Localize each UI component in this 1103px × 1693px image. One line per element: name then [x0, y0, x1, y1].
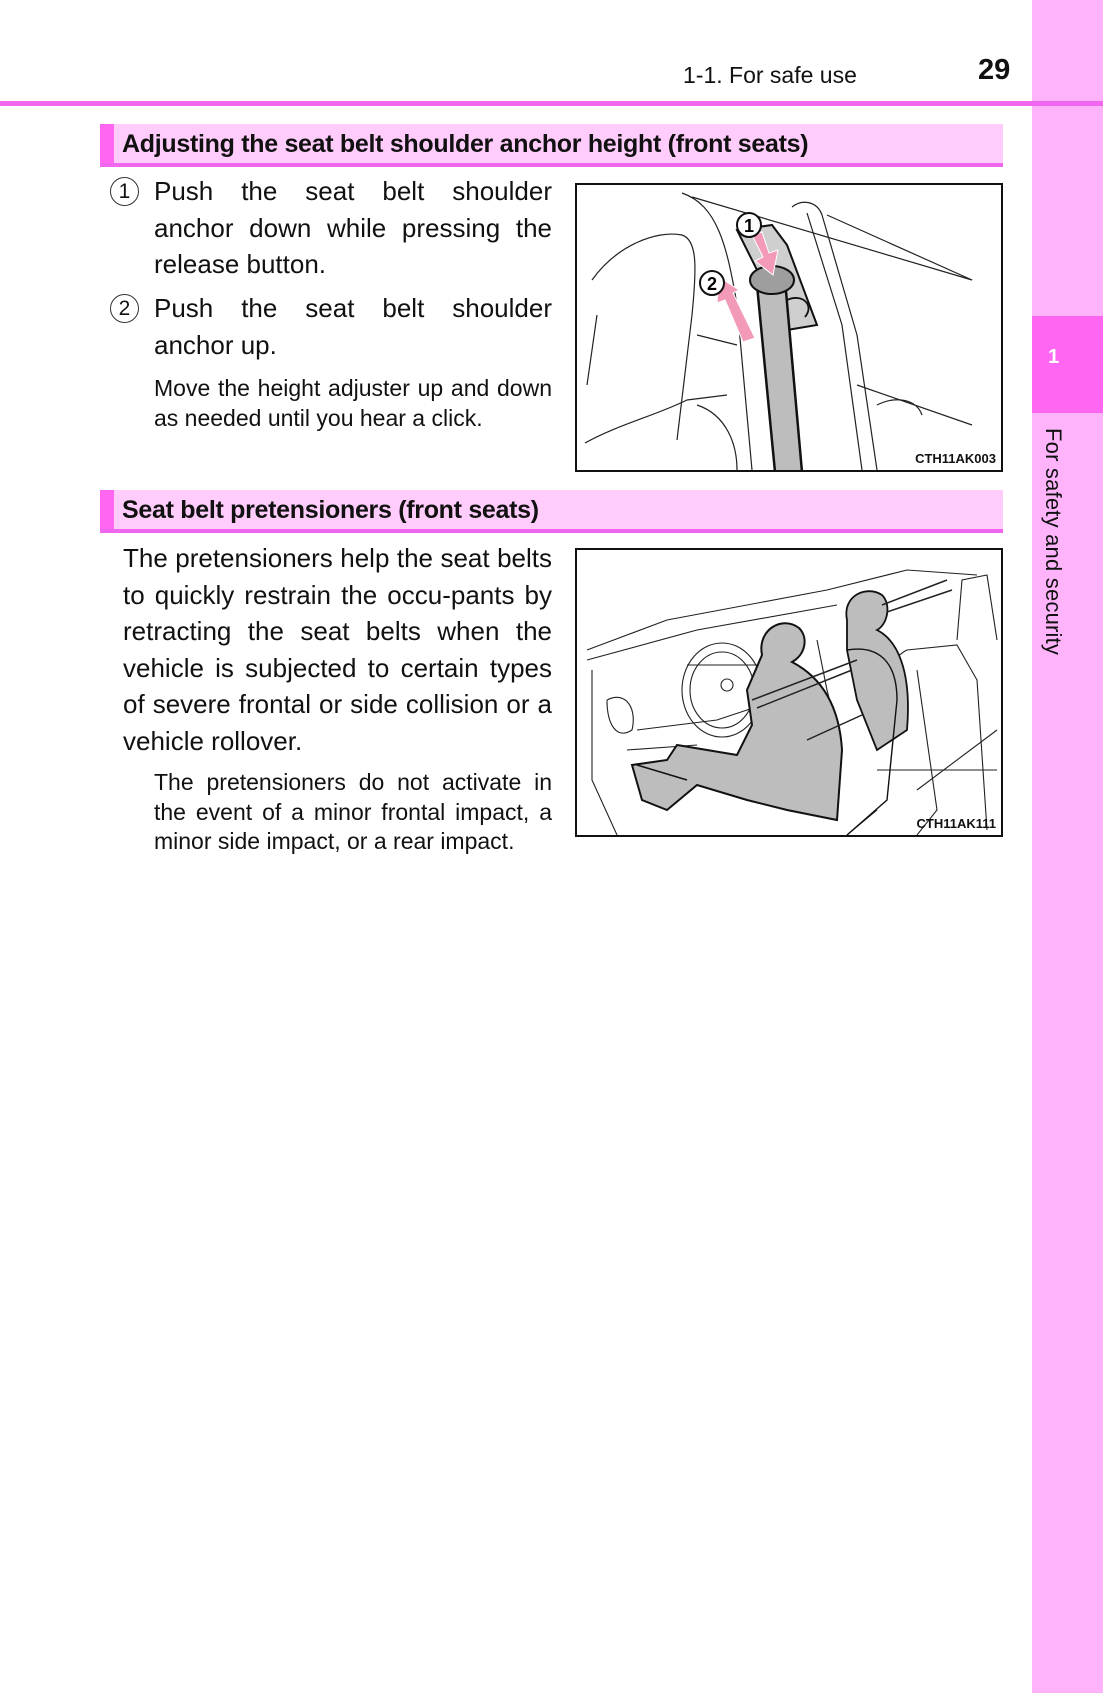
step-text: Push the seat belt shoulder anchor down while pressing the release button.	[154, 176, 552, 279]
header-rule	[0, 101, 1103, 106]
pretensioner-drawing	[577, 550, 1003, 837]
heading-accent-bar	[100, 124, 114, 163]
body-text: The pretensioners help the seat belts to quickly restrain the occu-pants by retracting the seat belts when the vehicle is subjected to certain types of severe frontal or side collision or a vehicle rollover.	[123, 543, 552, 756]
svg-text:1: 1	[743, 216, 755, 236]
illustration-pretensioners	[575, 548, 1003, 837]
note-text: Move the height adjuster up and down as needed until you hear a click.	[154, 375, 552, 431]
svg-text:2: 2	[706, 274, 718, 294]
chapter-number: 1	[1048, 346, 1060, 368]
chapter-sidebar	[1032, 0, 1103, 1693]
page-number: 29	[978, 54, 1011, 86]
step-number-circle: 2	[110, 294, 139, 323]
section-heading-anchor-height	[100, 124, 1003, 167]
chapter-tab-active[interactable]	[1032, 316, 1103, 413]
heading-accent-bar	[100, 490, 114, 529]
chapter-title: For safety and security	[1041, 428, 1066, 656]
shoulder-anchor-drawing	[577, 185, 1003, 472]
section-title: Adjusting the seat belt shoulder anchor height (front seats)	[122, 130, 809, 158]
step-text: Push the seat belt shoulder anchor up.	[154, 293, 552, 360]
figure-code: CTH11AK003	[915, 451, 996, 466]
section-heading-pretensioners	[100, 490, 1003, 533]
step-number-circle: 1	[110, 177, 139, 206]
running-header: 1-1. For safe use	[683, 62, 857, 88]
illustration-shoulder-anchor	[575, 183, 1003, 472]
section-title: Seat belt pretensioners (front seats)	[122, 496, 539, 524]
note-text: The pretensioners do not activate in the event of a minor frontal impact, a minor side impact, or a rear impact.	[154, 769, 552, 854]
figure-code: CTH11AK111	[916, 816, 996, 831]
